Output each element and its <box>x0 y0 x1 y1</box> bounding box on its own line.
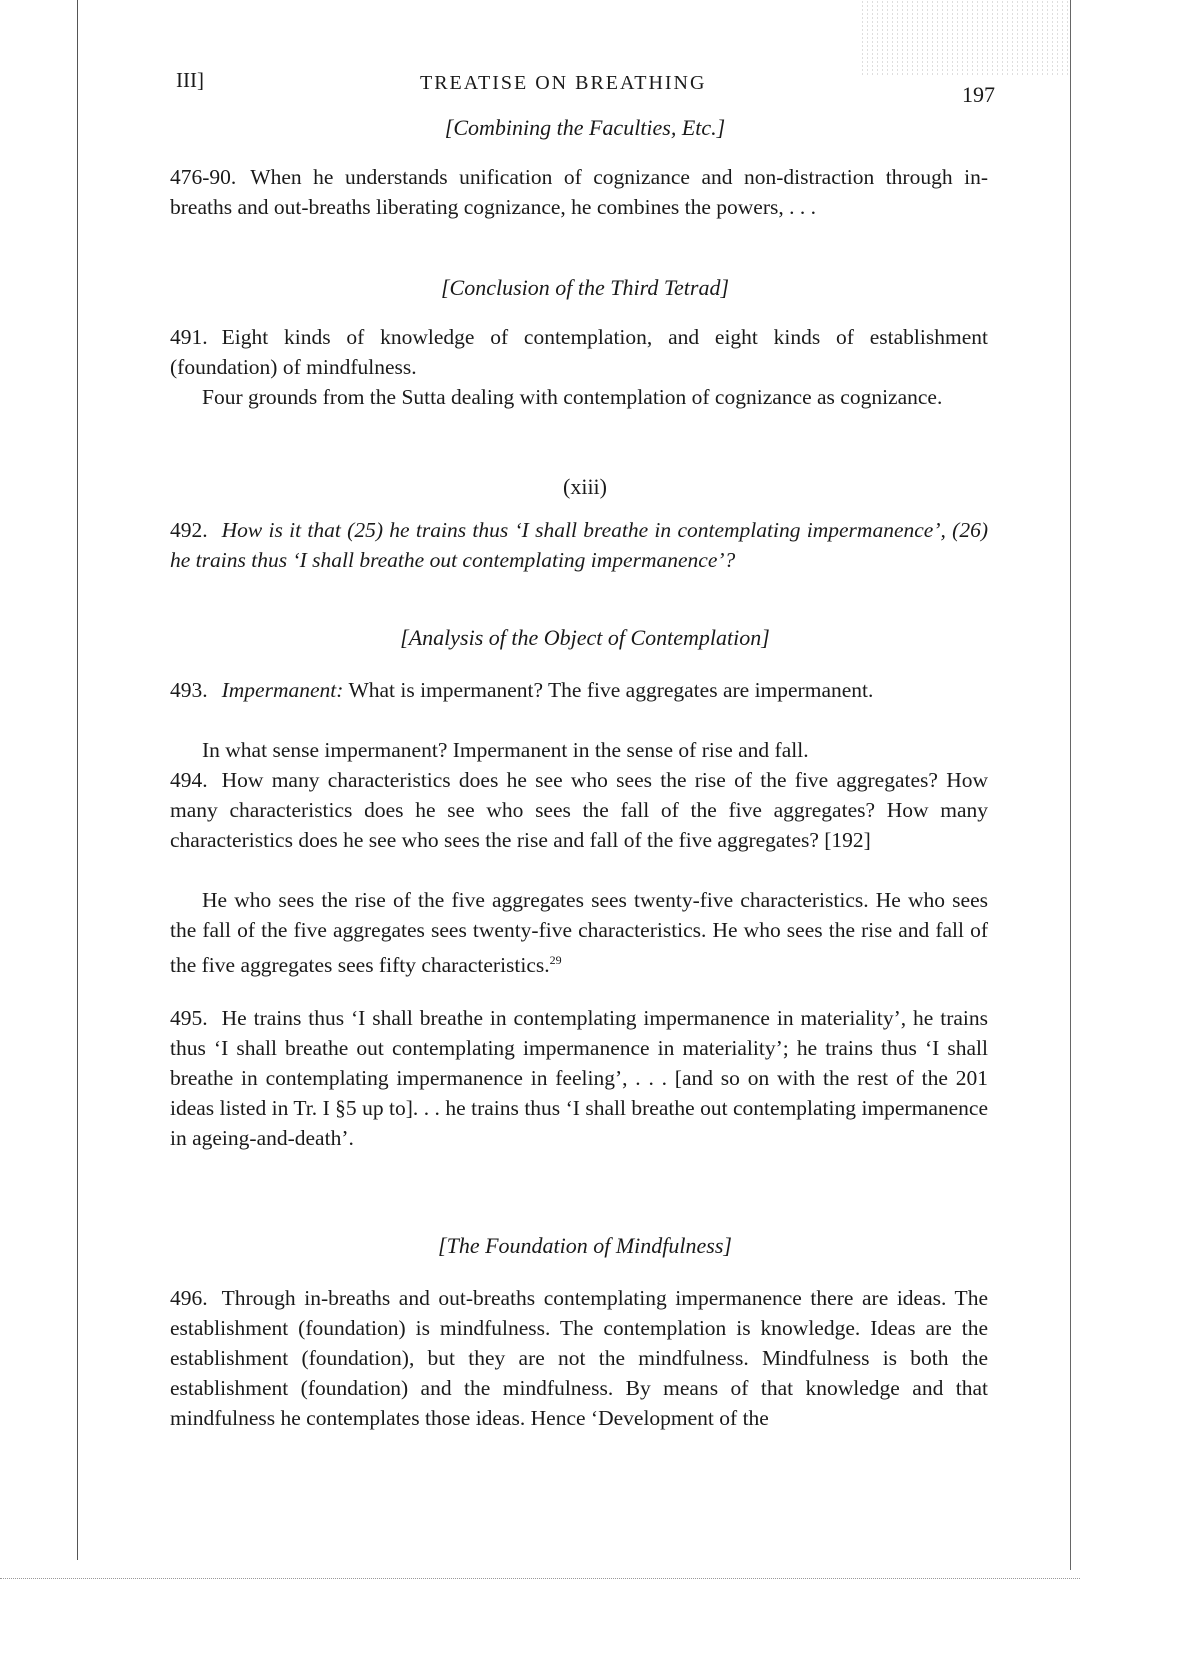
section-heading-foundation: [The Foundation of Mindfulness] <box>438 1233 732 1258</box>
paragraph-493 <box>170 675 988 705</box>
paragraph-number: 492. <box>170 518 208 542</box>
defined-term: Impermanent: <box>221 678 344 702</box>
section-heading-conclusion: [Conclusion of the Third Tetrad] <box>440 275 730 300</box>
running-title: TREATISE ON BREATHING <box>420 72 707 94</box>
paragraph-494 <box>170 765 988 855</box>
paragraph-491 <box>170 322 988 382</box>
paragraph-text: When he understands unification of cognizance and non-distraction through in-breaths and out-breaths liberating cognizance, he combines the powers, . . . <box>170 165 988 219</box>
scan-noise <box>860 0 1070 75</box>
paragraph-text: He trains thus ‘I shall breathe in contemplating impermanence in materiality’, he trains thus ‘I shall breathe out contemplating impermanence in materiality’; he trains thus ‘I shall breathe in contemplating impermanence in feeling’, . . . [and so on with the rest of the 201 ideas listed in Tr. I §5 up to]. . . he trains thus ‘I shall breathe out contemplating impermanence in ageing-and-death’. <box>170 1006 988 1150</box>
page-number: 197 <box>962 82 995 107</box>
paragraph-number: 493. <box>170 678 208 702</box>
paragraph-number: 476-90. <box>170 165 237 189</box>
section-heading-analysis: [Analysis of the Object of Contemplation] <box>400 625 770 650</box>
paragraph-491-continued: Four grounds from the Sutta dealing with contemplation of cognizance as cognizance. <box>202 385 943 409</box>
paragraph-494-continued <box>170 885 988 980</box>
running-head <box>170 68 1000 107</box>
paragraph-496 <box>170 1283 988 1433</box>
paragraph-number: 491. <box>170 325 208 349</box>
paragraph-476-90 <box>170 162 988 222</box>
scan-border-right <box>1070 0 1071 1570</box>
paragraph-text: How many characteristics does he see who sees the rise of the five aggregates? How many characteristics does he see who sees the fall of the five aggregates? How many characteristics does he see who sees the rise and fall of the five aggregates? [192] <box>170 768 988 852</box>
scan-bottom-edge <box>0 1578 1080 1580</box>
paragraph-number: 494. <box>170 768 208 792</box>
section-number-xiii: (xiii) <box>563 474 607 499</box>
paragraph-number: 496. <box>170 1286 208 1310</box>
paragraph-495 <box>170 1003 988 1153</box>
paragraph-text: He who sees the rise of the five aggregates sees twenty-five characteristics. He who sees the fall of the five aggregates sees twenty-five characteristics. He who sees the rise and fall of the five aggregates sees fifty characteristics. <box>170 888 988 978</box>
chapter-marker: III] <box>176 68 204 92</box>
paragraph-492 <box>170 515 988 575</box>
paragraph-text: How is it that (25) he trains thus ‘I shall breathe in contemplating impermanence’, (26) he trains thus ‘I shall breathe out contemplating impermanence’? <box>170 518 988 572</box>
footnote-marker: 29 <box>549 953 562 967</box>
paragraph-493-continued: In what sense impermanent? Impermanent in the sense of rise and fall. <box>202 738 809 762</box>
paragraph-number: 495. <box>170 1006 208 1030</box>
section-heading-combining: [Combining the Faculties, Etc.] <box>444 115 726 140</box>
paragraph-text: What is impermanent? The five aggregates are impermanent. <box>348 678 874 702</box>
paragraph-text: Eight kinds of knowledge of contemplation, and eight kinds of establishment (foundation) of mindfulness. <box>170 325 988 379</box>
paragraph-text: Through in-breaths and out-breaths contemplating impermanence there are ideas. The establishment (foundation) is mindfulness. The contemplation is knowledge. Ideas are the establishment (foundation), but they are not the mindfulness. Mindfulness is both the establishment (foundation) and the mindfulness. By means of that knowledge and that mindfulness he contemplates those ideas. Hence ‘Development of the <box>170 1286 988 1430</box>
scan-border-left <box>77 0 78 1560</box>
